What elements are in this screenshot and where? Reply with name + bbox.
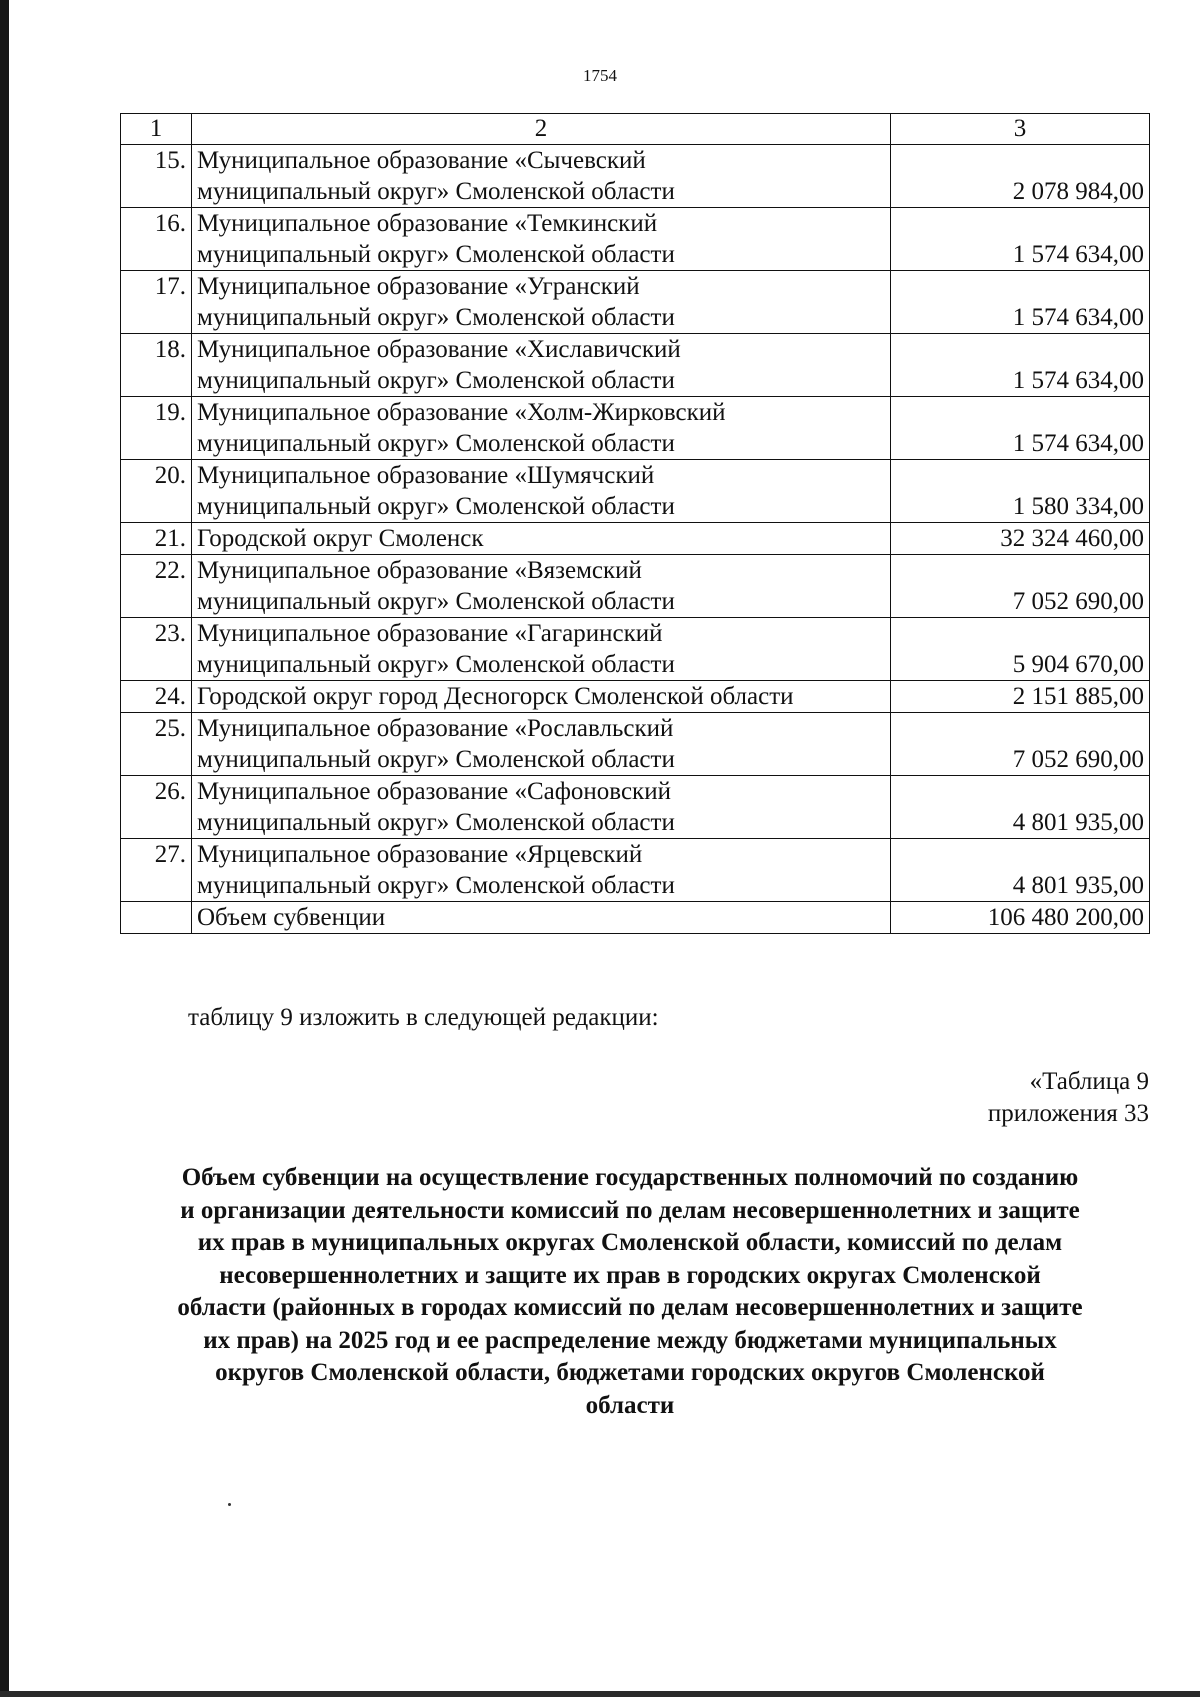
municipality-name-line2: муниципальный округ» Смоленской области [197,367,675,394]
subvention-amount: 2 078 984,00 [891,145,1150,208]
scan-edge-bottom [0,1691,1200,1697]
subvention-amount: 1 580 334,00 [891,460,1150,523]
subvention-amount: 1 574 634,00 [891,271,1150,334]
municipality-name [192,208,891,271]
municipality-name-line1: Муниципальное образование «Темкинский [197,210,658,237]
municipality-name-line2: муниципальный округ» Смоленской области [197,872,675,899]
municipality-name [192,145,891,208]
municipality-name-line1: Муниципальное образование «Вяземский [197,557,642,584]
row-number: 20. [121,460,192,523]
table-row [121,397,1150,460]
table-reference-line2: приложения 33 [987,1100,1149,1127]
municipality-name [192,397,891,460]
row-number: 27. [121,839,192,902]
municipality-name-line2: муниципальный округ» Смоленской области [197,809,675,836]
municipality-name [192,681,891,713]
document-title-line: их прав) на 2025 год и ее распределение между бюджетами муниципальных [203,1326,1057,1354]
municipality-name-line2: муниципальный округ» Смоленской области [197,304,675,331]
document-title-line: области (районных в городах комиссий по делам несовершеннолетних и защите [177,1294,1083,1321]
document-title-line: и организации деятельности комиссий по делам несовершеннолетних и защите [180,1196,1080,1224]
table-row [121,618,1150,681]
municipality-name-line2: муниципальный округ» Смоленской области [197,430,675,457]
municipality-name-line1: Муниципальное образование «Шумячский [197,462,655,489]
municipality-name [192,776,891,839]
header-cell-1: 1 [121,114,192,145]
municipality-name [192,523,891,555]
municipality-name-line2: муниципальный округ» Смоленской области [197,493,675,520]
subvention-amount: 4 801 935,00 [891,839,1150,902]
row-number: 15. [121,145,192,208]
subvention-amount: 1 574 634,00 [891,397,1150,460]
table-row [121,776,1150,839]
municipality-name-line1: Муниципальное образование «Сычевский [197,147,646,174]
table-reference-line1: «Таблица 9 [1029,1068,1149,1095]
municipality-name [192,460,891,523]
row-number: 22. [121,555,192,618]
document-title [110,1162,1150,1422]
page-number: 1754 [583,66,617,85]
municipality-name [192,618,891,681]
row-number: 25. [121,713,192,776]
scan-speck [228,1503,231,1506]
table-header-row [121,114,1150,145]
table-row [121,271,1150,334]
municipality-name [192,839,891,902]
table-row [121,839,1150,902]
municipality-name [192,334,891,397]
table-row [121,208,1150,271]
municipality-name-line1: Городской округ Смоленск [197,525,484,552]
table-row [121,460,1150,523]
total-row [121,902,1150,934]
municipality-name [192,713,891,776]
subvention-amount: 32 324 460,00 [891,523,1150,555]
row-number: 24. [121,681,192,713]
municipality-name-line1: Муниципальное образование «Ярцевский [197,841,643,868]
document-title-line: округов Смоленской области, бюджетами городских округов Смоленской [215,1359,1045,1386]
row-number: 19. [121,397,192,460]
header-cell-2: 2 [192,114,891,145]
document-title-line: области [585,1391,675,1419]
municipality-name-line2: муниципальный округ» Смоленской области [197,241,675,268]
municipality-name-line2: муниципальный округ» Смоленской области [197,588,675,615]
total-amount: 106 480 200,00 [891,902,1150,934]
table-row [121,681,1150,713]
municipality-name-line2: муниципальный округ» Смоленской области [197,746,675,773]
row-number: 23. [121,618,192,681]
subvention-amount: 1 574 634,00 [891,334,1150,397]
municipality-name-line2: муниципальный округ» Смоленской области [197,178,675,205]
instruction-text: таблицу 9 изложить в следующей редакции: [188,1004,659,1031]
municipality-name-line1: Муниципальное образование «Холм-Жирковский [197,399,726,426]
subvention-amount: 5 904 670,00 [891,618,1150,681]
document-title-line: несовершеннолетних и защите их прав в городских округах Смоленской [219,1261,1041,1289]
subvention-amount: 2 151 885,00 [891,681,1150,713]
municipality-name [192,271,891,334]
table-reference [988,1066,1149,1130]
table-body [121,114,1150,934]
table-row [121,713,1150,776]
document-title-line: Объем субвенции на осуществление государственных полномочий по созданию [181,1164,1079,1191]
table-row [121,334,1150,397]
row-number: 17. [121,271,192,334]
municipality-name-line1: Муниципальное образование «Рославльский [197,715,674,742]
municipality-name-line2: муниципальный округ» Смоленской области [197,651,675,678]
row-number: 21. [121,523,192,555]
subvention-amount: 7 052 690,00 [891,555,1150,618]
row-number: 16. [121,208,192,271]
table-row [121,555,1150,618]
row-number: 18. [121,334,192,397]
total-row-number [121,902,192,934]
municipality-name [192,555,891,618]
header-cell-3: 3 [891,114,1150,145]
table-row [121,145,1150,208]
document-title-line: их прав в муниципальных округах Смоленской области, комиссий по делам [197,1229,1063,1256]
subvention-amount: 4 801 935,00 [891,776,1150,839]
table-row [121,523,1150,555]
municipality-name-line1: Муниципальное образование «Сафоновский [197,778,671,805]
municipality-name-line1: Городской округ город Десногорск Смоленской области [197,683,794,710]
row-number: 26. [121,776,192,839]
subvention-amount: 1 574 634,00 [891,208,1150,271]
subvention-table [120,113,1150,934]
municipality-name-line1: Муниципальное образование «Угранский [197,273,640,300]
subvention-amount: 7 052 690,00 [891,713,1150,776]
total-label: Объем субвенции [192,902,891,934]
municipality-name-line1: Муниципальное образование «Гагаринский [197,620,663,647]
municipality-name-line1: Муниципальное образование «Хиславичский [197,336,681,363]
scan-edge-left [0,0,9,1697]
